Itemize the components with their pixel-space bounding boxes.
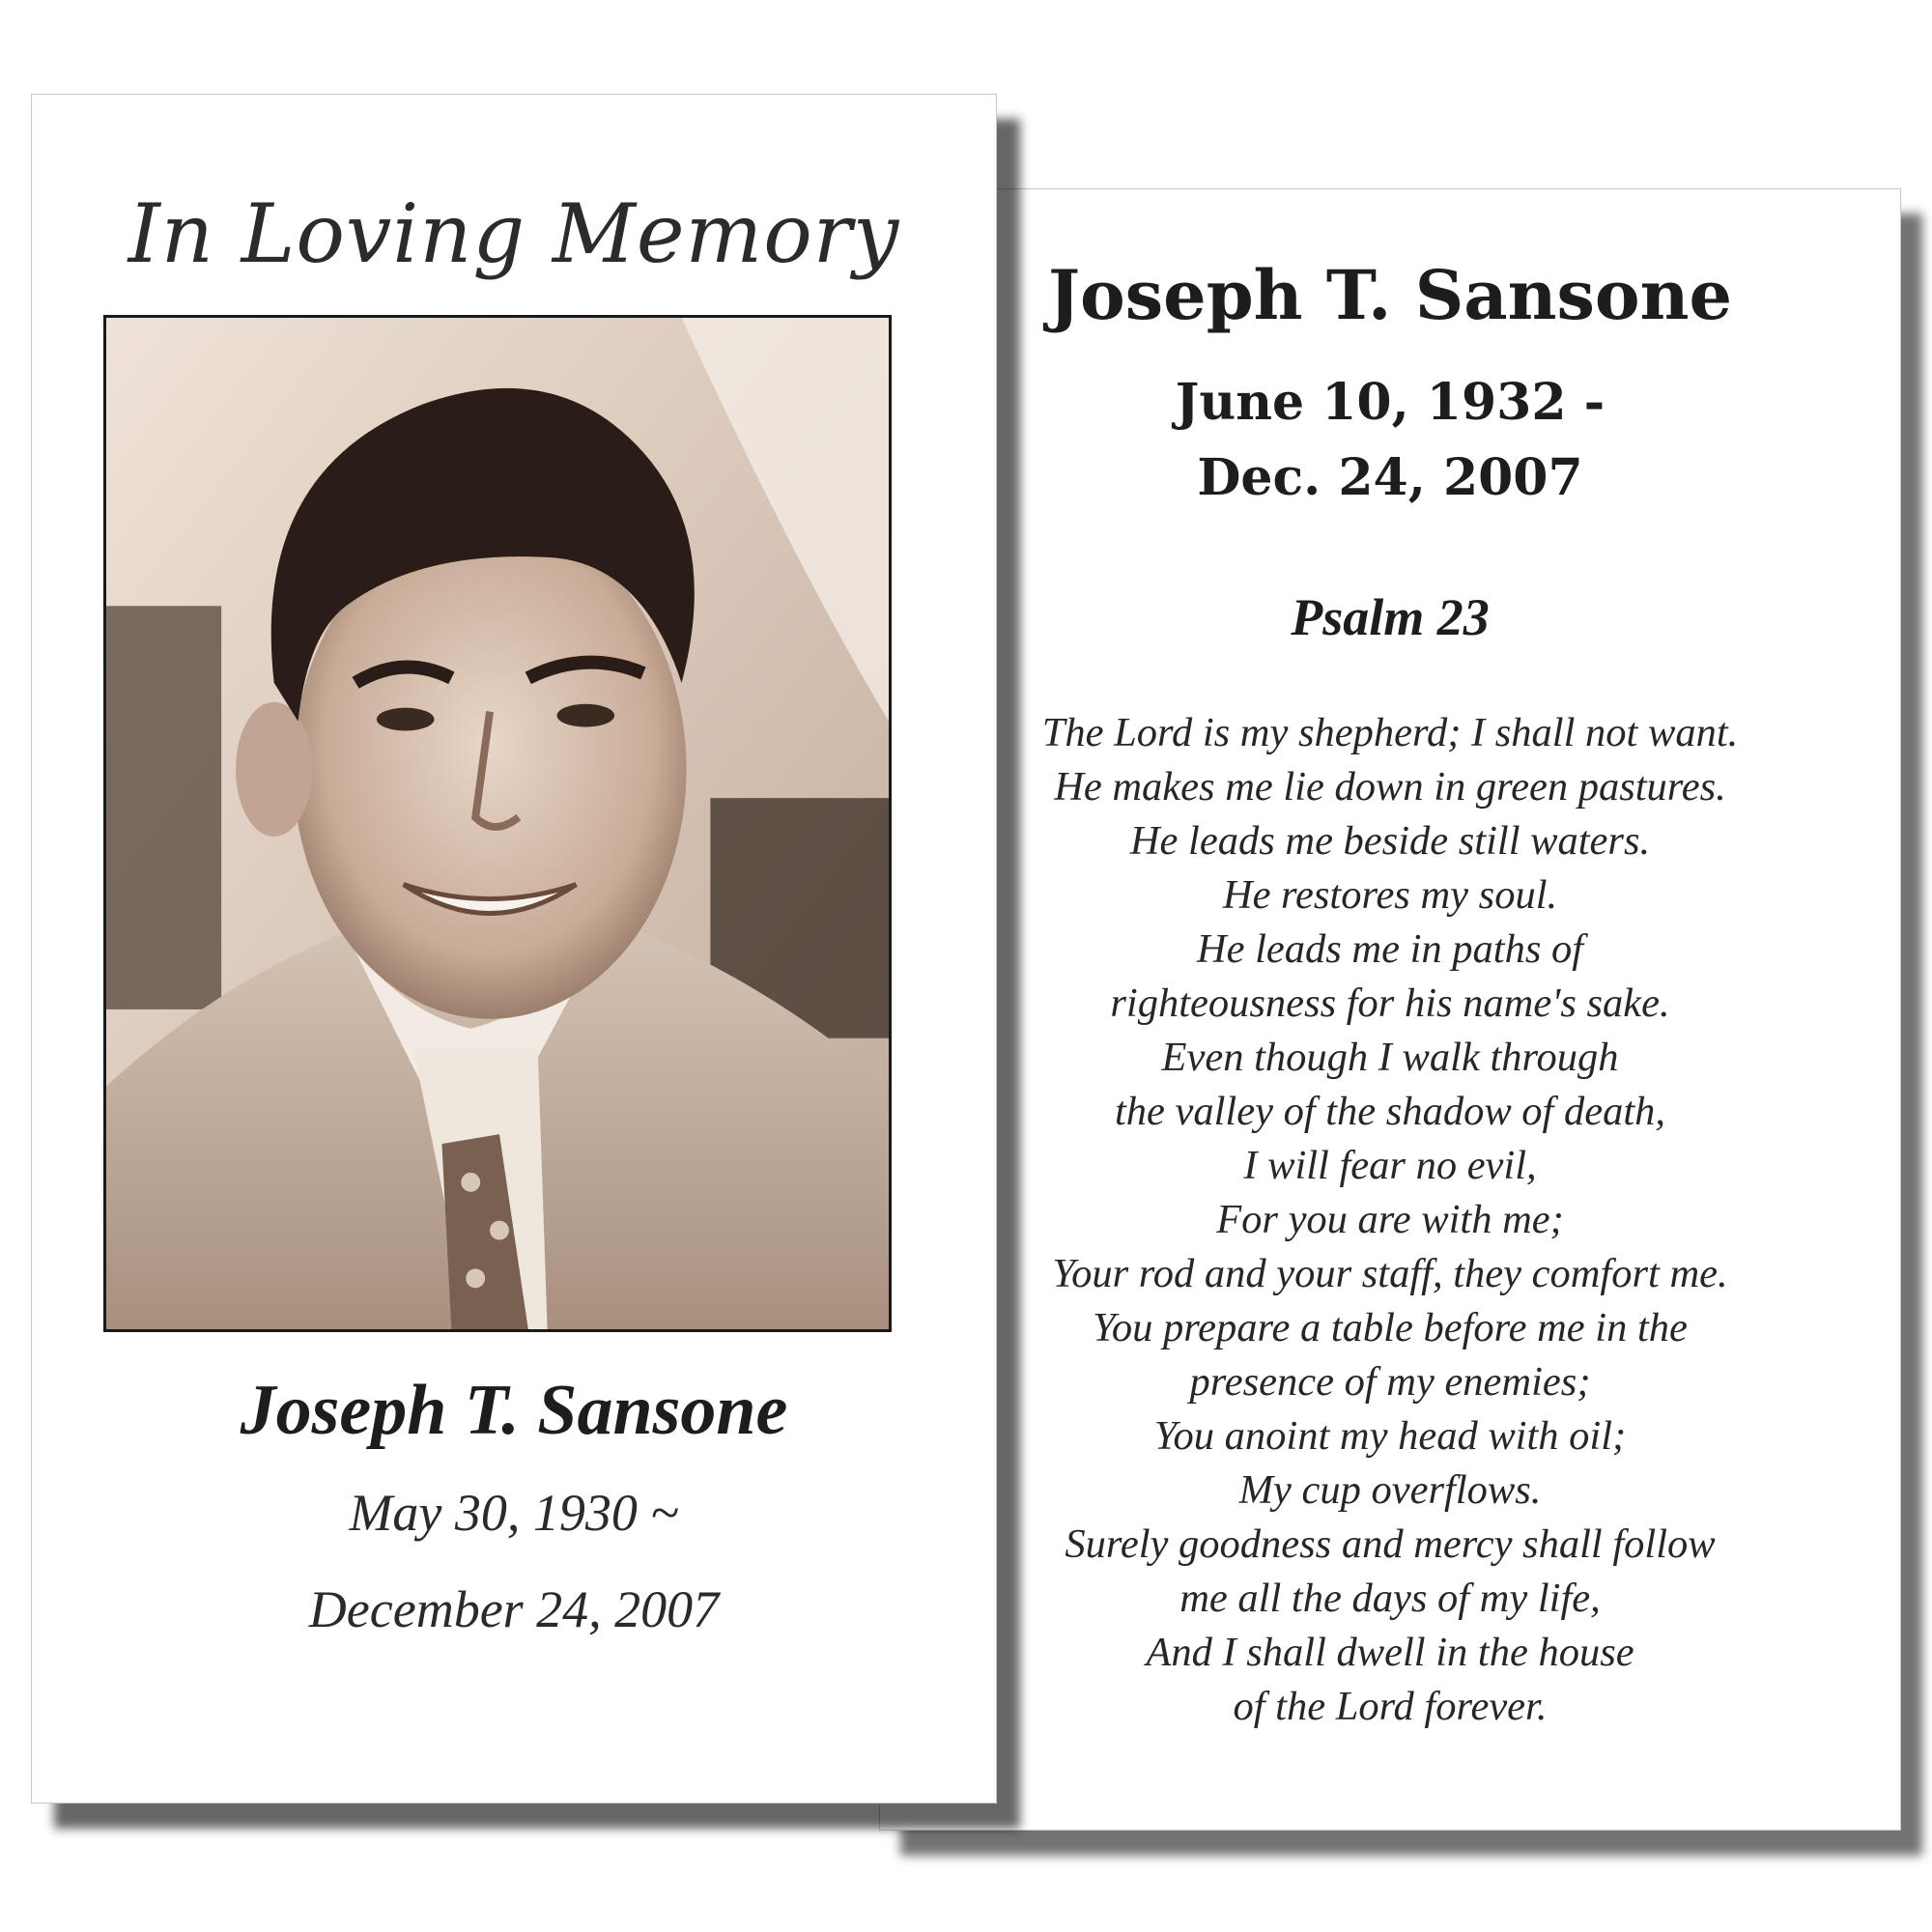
psalm-text [880, 706, 1900, 1734]
psalm-line: Your rod and your staff, they comfort me. [1052, 1251, 1728, 1296]
front-card [31, 94, 997, 1804]
back-date-death: Dec. 24, 2007 [1197, 448, 1583, 507]
psalm-line: You prepare a table before me in the [1093, 1305, 1688, 1350]
psalm-line: He makes me lie down in green pastures. [1054, 764, 1726, 810]
portrait-photo [103, 315, 892, 1332]
front-date-death: December 24, 2007 [308, 1580, 720, 1638]
back-name: Joseph T. Sansone [1047, 255, 1733, 335]
psalm-line: presence of my enemies; [1189, 1359, 1591, 1405]
back-card [879, 188, 1901, 1831]
psalm-line: He leads me in paths of [1196, 926, 1584, 972]
psalm-line: For you are with me; [1216, 1197, 1564, 1242]
psalm-line: You anoint my head with oil; [1153, 1413, 1627, 1459]
psalm-title: Psalm 23 [1291, 588, 1490, 646]
front-date-birth: May 30, 1930 ~ [349, 1484, 679, 1542]
portrait-image [106, 318, 889, 1329]
in-loving-memory-heading: In Loving Memory [128, 186, 900, 281]
psalm-line: righteousness for his name's sake. [1110, 980, 1670, 1026]
psalm-line: of the Lord forever. [1233, 1684, 1548, 1729]
psalm-line: I will fear no evil, [1243, 1143, 1537, 1188]
back-date-birth: June 10, 1932 - [1175, 373, 1605, 432]
psalm-line: My cup overflows. [1238, 1467, 1542, 1513]
psalm-line: Even though I walk through [1161, 1035, 1619, 1080]
psalm-line: He leads me beside still waters. [1129, 818, 1651, 864]
psalm-line: Surely goodness and mercy shall follow [1065, 1521, 1716, 1567]
psalm-line: The Lord is my shepherd; I shall not want. [1041, 710, 1739, 755]
psalm-line: And I shall dwell in the house [1146, 1630, 1634, 1675]
psalm-line: the valley of the shadow of death, [1114, 1089, 1666, 1134]
front-name: Joseph T. Sansone [240, 1371, 788, 1450]
psalm-line: me all the days of my life, [1179, 1576, 1601, 1621]
psalm-line: He restores my soul. [1222, 872, 1558, 918]
